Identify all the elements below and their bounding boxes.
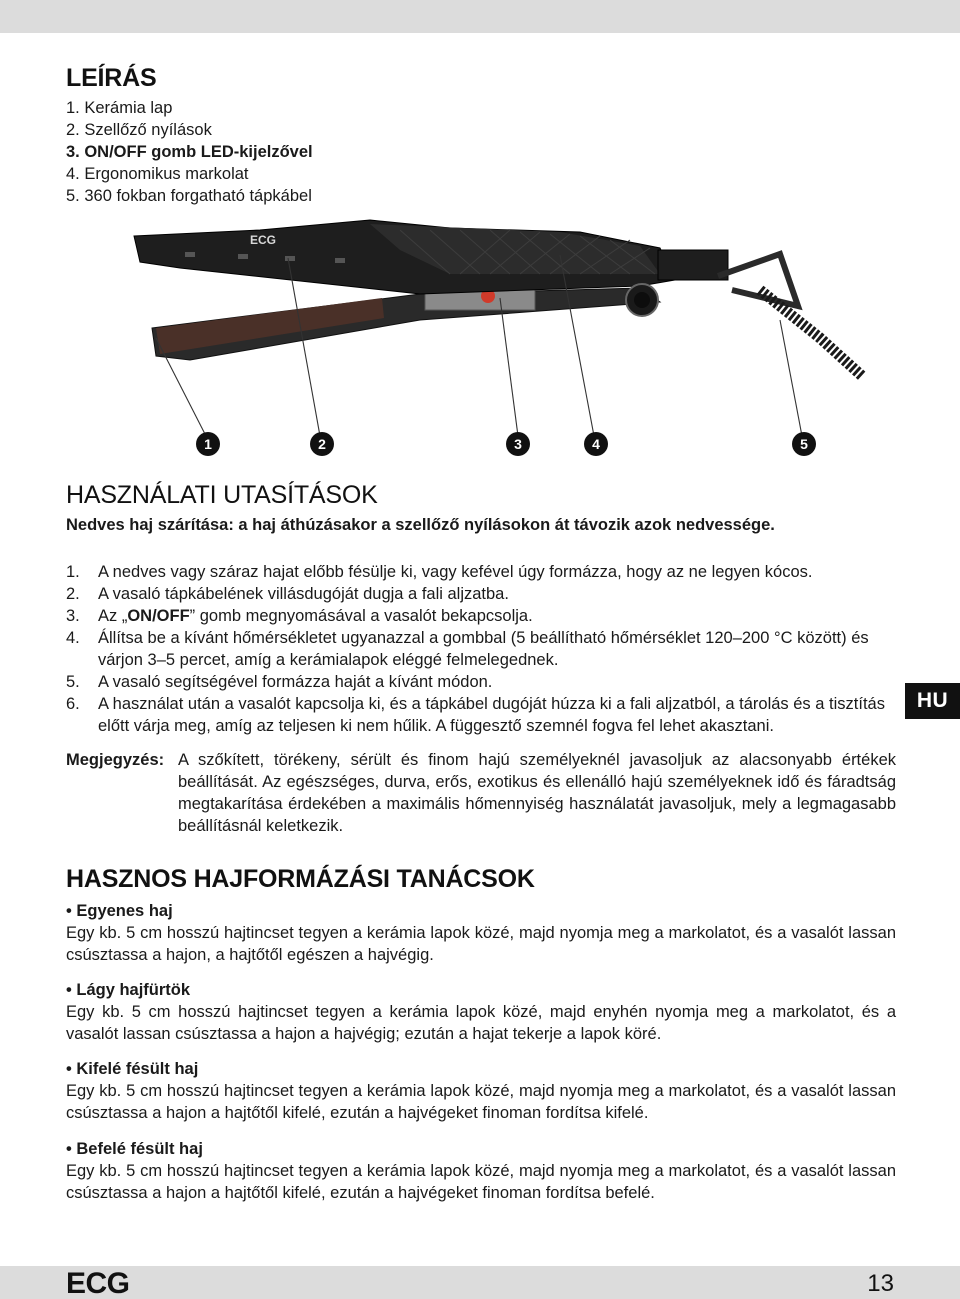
- parts-list: [66, 97, 313, 207]
- hang-loop: [718, 254, 798, 306]
- tip-item: [66, 1138, 896, 1204]
- tip-body: Egy kb. 5 cm hosszú hajtincset tegyen a kerámia lapok közé, majd nyomja meg a markolatot, és a vasalót lassan csúsztassa a hajon, a hajtőtől egészen a hajvégig.: [66, 924, 896, 964]
- tip-item: [66, 1058, 896, 1124]
- tips-heading: HASZNOS HAJFORMÁZÁSI TANÁCSOK: [66, 865, 535, 893]
- header-bar: [0, 0, 960, 33]
- vent-slot: [335, 258, 345, 263]
- callout-5: [792, 432, 816, 456]
- step-text: A vasaló tápkábelének villásdugóját dugja a fali aljzatba.: [98, 585, 509, 603]
- step-number: 6.: [66, 695, 80, 713]
- step-number: 3.: [66, 607, 80, 625]
- callout-1: [196, 432, 220, 456]
- vent-slot: [185, 252, 195, 257]
- step-text: A nedves vagy száraz hajat előbb fésülje ki, vagy kefével úgy formázza, hogy az ne legyen kócos.: [98, 563, 813, 581]
- step-text: A használat után a vasalót kapcsolja ki, és a tápkábel dugóját húzza ki a fali aljzatból, a tárolás és a tisztítás előtt várja meg, amíg az teljesen ki nem hűlik. A függesztő szemnél fogva fel lehet akasztani.: [98, 695, 885, 735]
- step-number: 1.: [66, 563, 80, 581]
- step-text-prefix: Az „: [98, 607, 128, 625]
- swivel-base: [658, 250, 728, 280]
- instruction-steps: [66, 561, 896, 737]
- tip-body: Egy kb. 5 cm hosszú hajtincset tegyen a kerámia lapok közé, majd nyomja meg a markolatot, és a vasalót lassan csúsztassa a hajon a hajtőtől kifelé, ezután a hajvégeket finoman fordítsa befelé.: [66, 1162, 896, 1202]
- parts-list-item: 5. 360 fokban forgatható tápkábel: [66, 187, 312, 205]
- parts-list-item: 3. ON/OFF gomb LED-kijelzővel: [66, 143, 313, 161]
- tip-title: • Kifelé fésült haj: [66, 1060, 199, 1078]
- description-heading: LEÍRÁS: [66, 64, 157, 92]
- instructions-heading: HASZNÁLATI UTASÍTÁSOK: [66, 481, 378, 509]
- instructions-intro: Nedves haj szárítása: a haj áthúzásakor a szellőző nyílásokon át távozik azok nedvessége.: [66, 516, 775, 534]
- tip-title: • Egyenes haj: [66, 902, 173, 920]
- step-number: 2.: [66, 585, 80, 603]
- svg-text:3: 3: [514, 436, 522, 452]
- parts-list-item: 1. Kerámia lap: [66, 99, 173, 117]
- tip-body: Egy kb. 5 cm hosszú hajtincset tegyen a kerámia lapok közé, majd enyhén nyomja meg a markolatot, és a vasalót lassan csúsztassa a hajon a hajvégig; ezután a hajat tekerje a lapok köré.: [66, 1003, 896, 1043]
- step-number: 5.: [66, 673, 80, 691]
- step-text-button-name: ON/OFF: [127, 607, 190, 625]
- tip-title: • Lágy hajfürtök: [66, 981, 191, 999]
- brand-mark: ECG: [250, 233, 277, 247]
- parts-list-item: 2. Szellőző nyílások: [66, 121, 212, 139]
- instruction-step: [66, 605, 896, 627]
- footer-bar: [0, 1266, 960, 1299]
- step-number: 4.: [66, 629, 80, 647]
- language-tab: HU: [905, 683, 960, 719]
- note-text: A szőkített, törékeny, sérült és finom hajú személyeknél javasoljuk az alacsonyabb értékek beállítását. Az egészséges, durva, erős, exotikus és ellenálló hajú személyeknek idő és fáradtság megtakarítása érdekében a maximális hőmennyiség használatát javasoljuk, mely a legmagasabb beállításnál keletkezik.: [178, 751, 896, 835]
- parts-list-item: 4. Ergonomikus markolat: [66, 165, 249, 183]
- power-cord: [760, 290, 862, 376]
- tip-item: [66, 979, 896, 1045]
- callout-2: [310, 432, 334, 456]
- instruction-step: [66, 671, 896, 693]
- vent-slot: [285, 256, 295, 261]
- tip-item: [66, 900, 896, 966]
- hair-straightener-figure: [120, 210, 880, 480]
- svg-text:4: 4: [592, 436, 600, 452]
- note-block: [66, 749, 896, 837]
- step-text: A vasaló segítségével formázza haját a kívánt módon.: [98, 673, 493, 691]
- svg-text:2: 2: [318, 436, 326, 452]
- svg-text:5: 5: [800, 436, 808, 452]
- step-text-suffix: ” gomb megnyomásával a vasalót bekapcsolja.: [189, 607, 533, 625]
- step-text: Állítsa be a kívánt hőmérsékletet ugyanazzal a gombbal (5 beállítható hőmérséklet 120–200 °C között) és várjon 3–5 percet, amíg a kerámialapok eléggé felmelegednek.: [98, 629, 869, 669]
- callout-4: [584, 432, 608, 456]
- tip-body: Egy kb. 5 cm hosszú hajtincset tegyen a kerámia lapok közé, majd nyomja meg a markolatot, és a vasalót lassan csúsztassa a hajon a hajtőtől kifelé, ezután a hajvégeket finoman fordítsa kifelé.: [66, 1082, 896, 1122]
- page-number: 13: [867, 1270, 894, 1297]
- tip-title: • Befelé fésült haj: [66, 1140, 203, 1158]
- footer-logo: ECG: [66, 1267, 130, 1299]
- step-text: [98, 605, 896, 627]
- instruction-step: [66, 583, 896, 605]
- callout-3: [506, 432, 530, 456]
- svg-text:1: 1: [204, 436, 212, 452]
- note-label: Megjegyzés:: [66, 751, 165, 769]
- vent-slot: [238, 254, 248, 259]
- instruction-step: [66, 561, 896, 583]
- instruction-step: [66, 693, 896, 737]
- instruction-step: [66, 627, 896, 671]
